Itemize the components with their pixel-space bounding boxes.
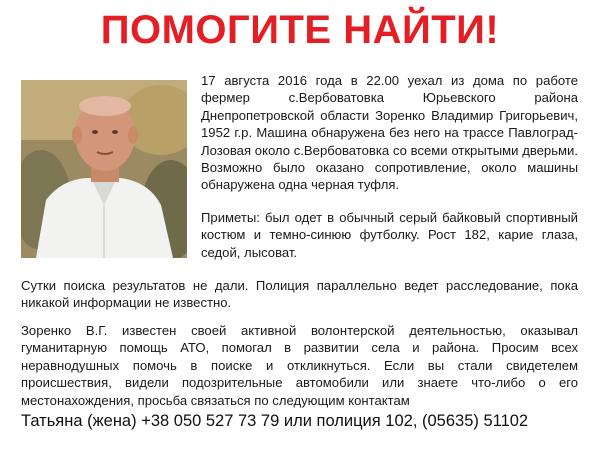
paragraph-appeal: Зоренко В.Г. известен своей активной волонтерской деятельностью, оказывал гуманитарную помощь АТО, помогал в развитии села и района. Просим всех неравнодушных помочь в поиске и откликнуться. Если вы стали свидетелем происшествия, видели подозрительные автомобили или знаете что-либо о его местонахождения, просьба связаться по следующим контактам [21, 323, 578, 408]
paragraph-disappearance: 17 августа 2016 года в 22.00 уехал из дома по работе фермер с.Вербоватовка Юрьевского района Днепропетровской области Зоренко Владимир Григорьевич, 1952 г.р. Машина обнаружена без него на трассе Павлоград-Лозовая около с.Вербоватовка со всеми открытыми дверьми. Возможно было оказано сопротивление, около машины обнаружена одна черная туфля. [201, 73, 578, 193]
paragraph-search-status: Сутки поиска результатов не дали. Полиция параллельно ведет расследование, пока никакой информации не известно. [21, 278, 578, 311]
poster-headline: ПОМОГИТЕ НАЙТИ! [100, 8, 500, 52]
person-photo-icon [21, 80, 187, 258]
person-photo [21, 80, 187, 258]
paragraph-description: Приметы: был одет в обычный серый байковый спортивный костюм и темно-синюю футболку. Рост 182, карие глаза, седой, лысоват. [201, 210, 578, 260]
contacts-line: Татьяна (жена) +38 050 527 73 79 или полиция 102, (05635) 51102 [21, 412, 529, 430]
